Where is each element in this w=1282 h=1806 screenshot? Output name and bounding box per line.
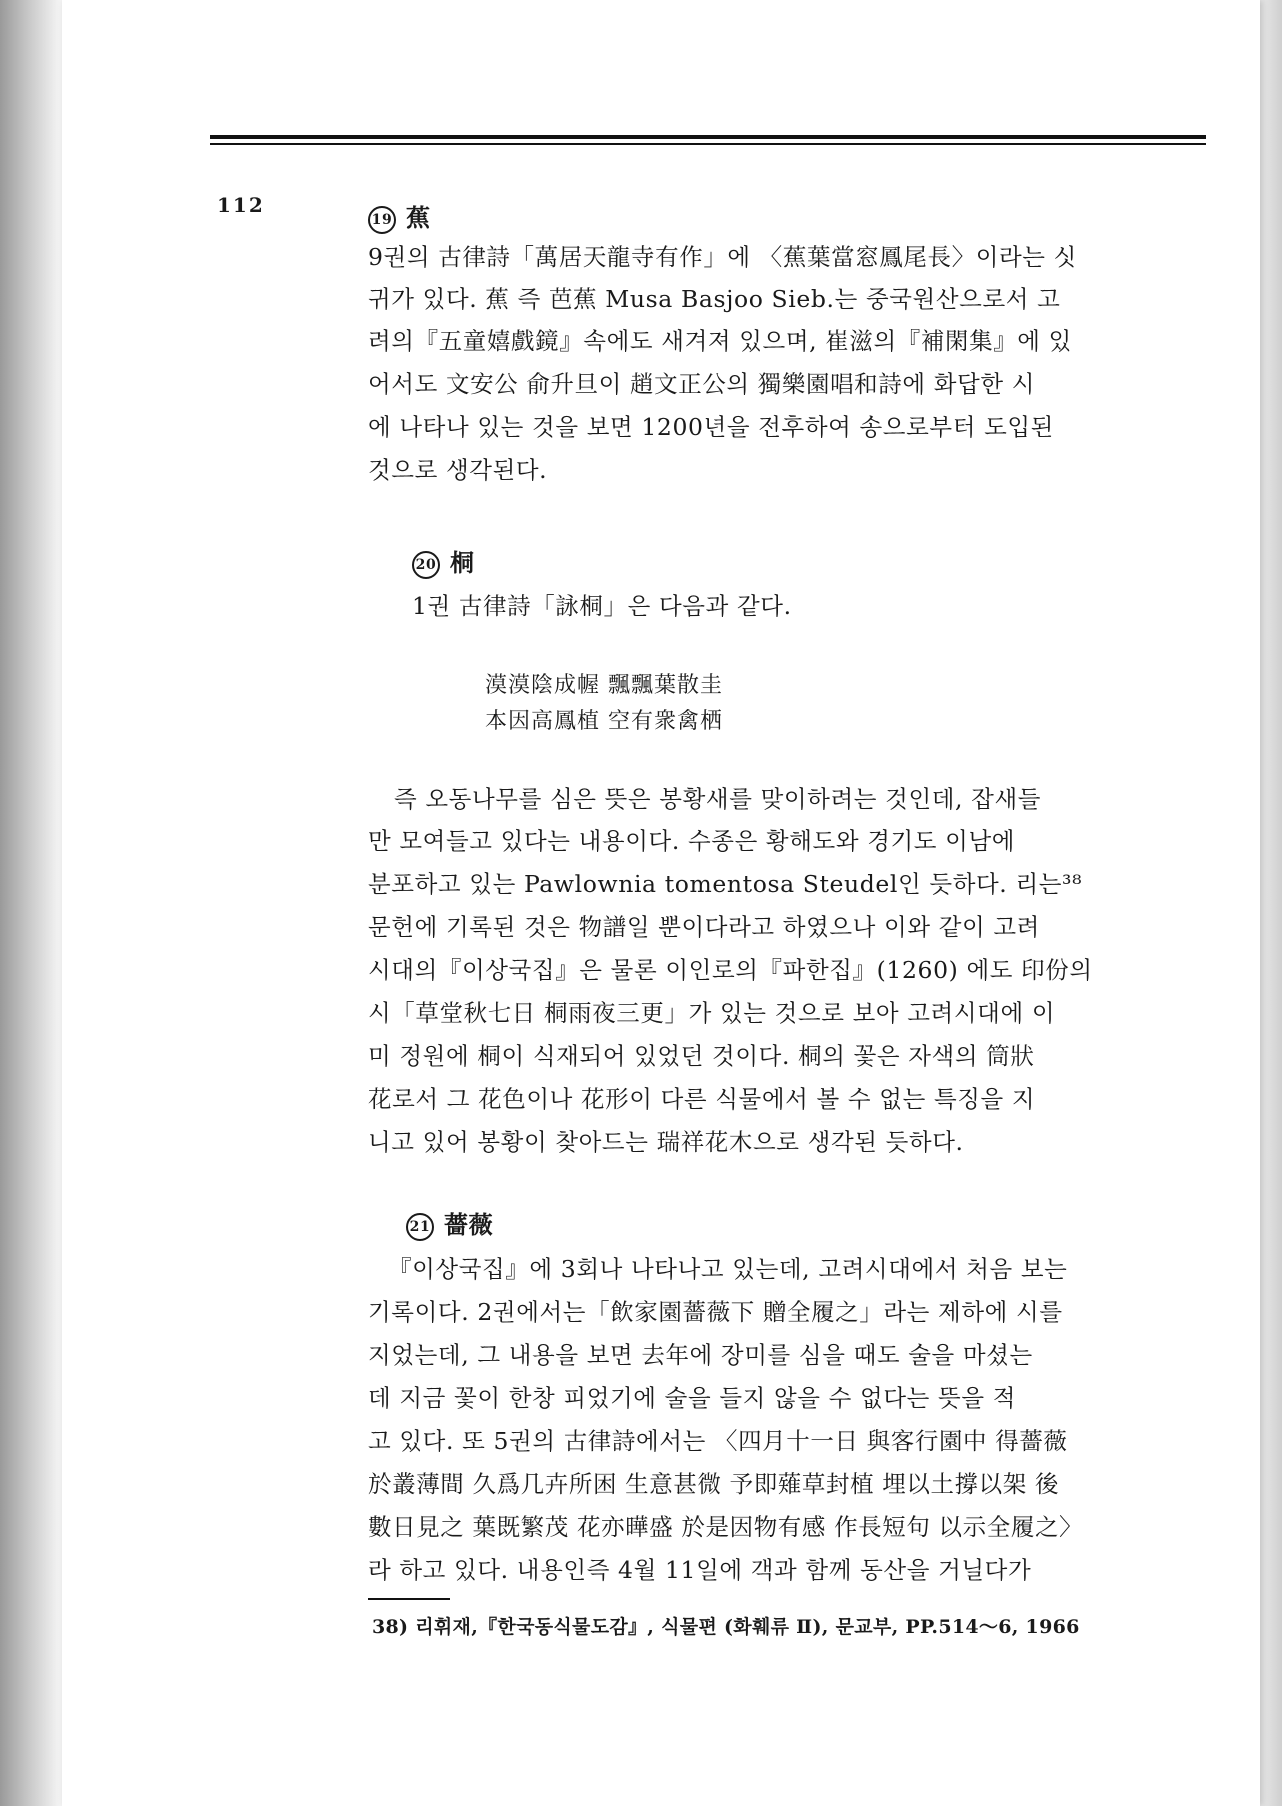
paragraph-line: 분포하고 있는 Pawlownia tomentosa Steudel인 듯하다. 리는³⁸ — [368, 870, 1083, 898]
paragraph-line: 데 지금 꽃이 한창 피었기에 술을 들지 않을 수 없다는 뜻을 적 — [368, 1384, 1016, 1412]
footnote-rule — [368, 1598, 450, 1600]
section-number-badge: 19 — [368, 206, 396, 234]
paragraph-line: 귀가 있다. 蕉 즉 芭蕉 Musa Basjoo Sieb.는 중국원산으로서 고 — [368, 285, 1061, 313]
section-heading-20 — [412, 543, 475, 579]
paragraph-line: 於叢薄間 久爲几卉所困 生意甚微 予即薙草封植 埋以土撐以架 後 — [368, 1470, 1060, 1498]
section-title: 薔薇 — [444, 1210, 494, 1239]
paragraph-line: 시대의『이상국집』은 물론 이인로의『파한집』(1260) 에도 印份의 — [368, 956, 1093, 984]
paragraph-line: 어서도 文安公 俞升旦이 趙文正公의 獨樂園唱和詩에 화답한 시 — [368, 370, 1036, 398]
paragraph-line: 1권 古律詩「詠桐」은 다음과 같다. — [412, 592, 792, 620]
paragraph-line: 미 정원에 桐이 식재되어 있었던 것이다. 桐의 꽃은 자색의 筒狀 — [368, 1042, 1035, 1070]
paragraph-line: 花로서 그 花色이나 花形이 다른 식물에서 볼 수 없는 특징을 지 — [368, 1085, 1036, 1113]
section-title: 蕉 — [406, 203, 431, 232]
section-heading-19 — [368, 198, 431, 234]
section-number-badge: 21 — [406, 1213, 434, 1241]
paragraph-line: 만 모여들고 있다는 내용이다. 수종은 황해도와 경기도 이남에 — [368, 827, 1016, 855]
paragraph-line: 數日見之 葉既繁茂 花亦曄盛 於是因物有感 作長短句 以示全履之〉 — [368, 1513, 1084, 1541]
footnote-38: 38) 리휘재,『한국동식물도감』, 식물편 (화훼류 Ⅱ), 문교부, PP.514～6, 1966 — [372, 1616, 1080, 1638]
book-page — [62, 0, 1260, 1806]
section-number-badge: 20 — [412, 551, 440, 579]
page-stack-edge — [1260, 0, 1282, 1806]
section-title: 桐 — [450, 548, 475, 577]
poem-line: 本因高鳳植 空有衆禽栖 — [485, 709, 723, 734]
paragraph-line: 기록이다. 2권에서는「飲家園薔薇下 贈全履之」라는 제하에 시를 — [368, 1298, 1063, 1326]
paragraph-line: 에 나타나 있는 것을 보면 1200년을 전후하여 송으로부터 도입된 — [368, 413, 1054, 441]
poem-line: 漠漠陰成幄 飄飄葉散圭 — [485, 673, 723, 698]
header-rule-thin — [210, 143, 1206, 145]
paragraph-line: 『이상국집』에 3회나 나타나고 있는데, 고려시대에서 처음 보는 — [388, 1255, 1068, 1283]
paragraph-line: 9권의 古律詩「萬居天龍寺有作」에 〈蕉葉當窓鳳尾長〉이라는 싯 — [368, 243, 1077, 271]
paragraph-line: 고 있다. 또 5권의 古律詩에서는 〈四月十一日 與客行園中 得薔薇 — [368, 1427, 1068, 1455]
paragraph-line: 려의『五童嬉戲鏡』속에도 새겨져 있으며, 崔滋의『補閑集』에 있 — [368, 327, 1072, 355]
paragraph-line: 즉 오동나무를 심은 뜻은 봉황새를 맞이하려는 것인데, 잡새들 — [394, 785, 1042, 813]
paragraph-line: 라 하고 있다. 내용인즉 4월 11일에 객과 함께 동산을 거닐다가 — [368, 1556, 1032, 1584]
header-rule-thick — [210, 135, 1206, 139]
book-spine-shadow — [0, 0, 62, 1806]
paragraph-line: 지었는데, 그 내용을 보면 去年에 장미를 심을 때도 술을 마셨는 — [368, 1341, 1033, 1369]
section-heading-21 — [406, 1205, 493, 1241]
paragraph-line: 것으로 생각된다. — [368, 456, 548, 484]
paragraph-line: 니고 있어 봉황이 찾아드는 瑞祥花木으로 생각된 듯하다. — [368, 1128, 964, 1156]
paragraph-line: 문헌에 기록된 것은 物譜일 뿐이다라고 하였으나 이와 같이 고려 — [368, 913, 1040, 941]
page-number: 112 — [217, 193, 265, 217]
paragraph-line: 시「草堂秋七日 桐雨夜三更」가 있는 것으로 보아 고려시대에 이 — [368, 999, 1056, 1027]
